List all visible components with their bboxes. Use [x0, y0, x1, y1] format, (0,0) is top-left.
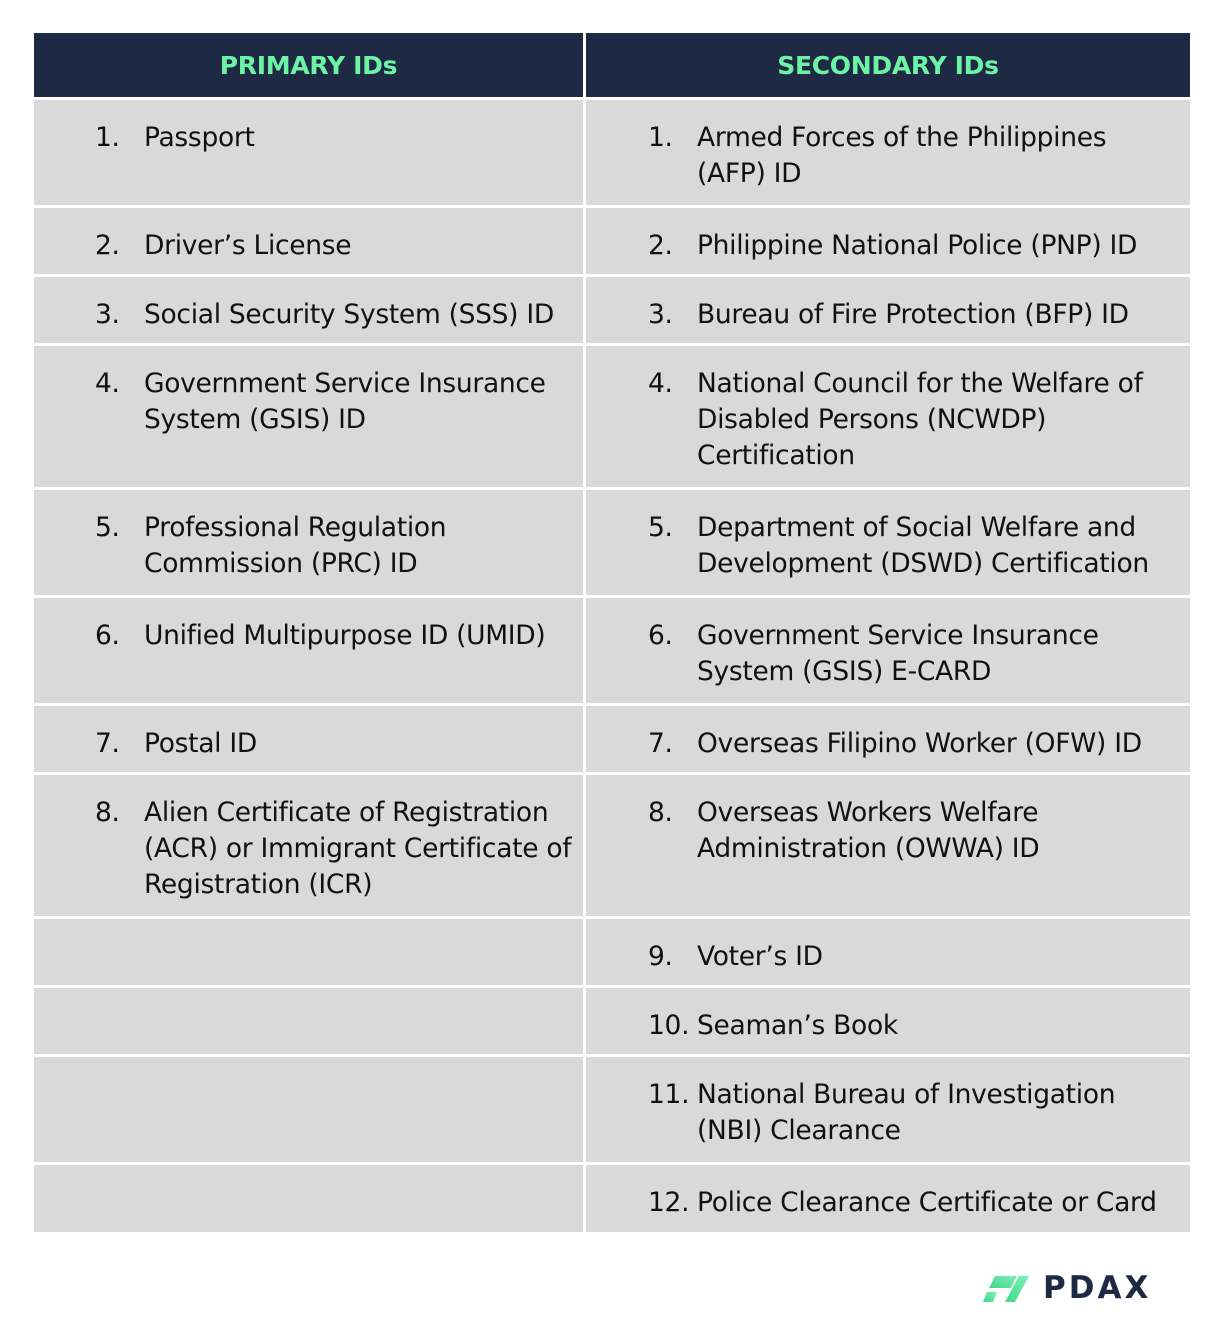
primary-cell	[34, 775, 583, 916]
primary-id-name: Driver’s License	[144, 230, 352, 261]
secondary-id-name: Government Service Insurance System (GSIS) E-CARD	[697, 620, 1099, 687]
secondary-cell	[586, 277, 1190, 343]
item-number: 4.	[95, 368, 120, 399]
item-number: 10.	[648, 1010, 690, 1041]
primary-id-name: Alien Certificate of Registration (ACR) or Immigrant Certificate of Registration (ICR)	[144, 797, 572, 900]
table-header-row	[34, 33, 1190, 100]
table-row	[34, 208, 1190, 277]
primary-id-name: Government Service Insurance System (GSIS) ID	[144, 368, 546, 435]
item-number: 7.	[95, 728, 120, 759]
secondary-cell	[586, 1165, 1190, 1232]
primary-cell	[34, 598, 583, 703]
secondary-id-name: National Bureau of Investigation (NBI) Clearance	[697, 1079, 1116, 1146]
secondary-cell	[586, 490, 1190, 595]
table-row	[34, 490, 1190, 598]
item-number: 3.	[648, 299, 673, 330]
secondary-cell	[586, 775, 1190, 916]
secondary-id-name: Overseas Filipino Worker (OFW) ID	[697, 728, 1142, 759]
primary-cell	[34, 208, 583, 274]
secondary-cell	[586, 598, 1190, 703]
primary-cell-empty	[34, 1057, 583, 1162]
item-number: 8.	[95, 797, 120, 828]
item-number: 1.	[95, 122, 120, 153]
secondary-id-name: Overseas Workers Welfare Administration (OWWA) ID	[697, 797, 1040, 864]
item-number: 6.	[648, 620, 673, 651]
table-row	[34, 277, 1190, 346]
secondary-header-cell	[586, 33, 1190, 97]
primary-cell-empty	[34, 919, 583, 985]
item-number: 7.	[648, 728, 673, 759]
primary-cell	[34, 706, 583, 772]
primary-id-name: Professional Regulation Commission (PRC) ID	[144, 512, 447, 579]
primary-cell	[34, 346, 583, 487]
pdax-logo-text: PDAX	[1043, 1270, 1152, 1306]
item-number: 3.	[95, 299, 120, 330]
table-row	[34, 346, 1190, 490]
secondary-cell	[586, 988, 1190, 1054]
pdax-logo	[981, 1270, 1151, 1306]
primary-cell	[34, 100, 583, 205]
table-row	[34, 1165, 1190, 1232]
primary-cell	[34, 490, 583, 595]
table-row	[34, 919, 1190, 988]
secondary-cell	[586, 1057, 1190, 1162]
primary-cell-empty	[34, 988, 583, 1054]
secondary-cell	[586, 346, 1190, 487]
primary-id-name: Social Security System (SSS) ID	[144, 299, 554, 330]
table-row	[34, 988, 1190, 1057]
table-row	[34, 1057, 1190, 1165]
table-row	[34, 706, 1190, 775]
table-row	[34, 598, 1190, 706]
secondary-id-name: Department of Social Welfare and Development (DSWD) Certification	[697, 512, 1149, 579]
secondary-id-name: Bureau of Fire Protection (BFP) ID	[697, 299, 1129, 330]
primary-ids-heading: PRIMARY IDs	[219, 50, 398, 80]
secondary-id-name: National Council for the Welfare of Disabled Persons (NCWDP) Certification	[697, 368, 1143, 471]
primary-id-name: Passport	[144, 122, 255, 153]
secondary-ids-heading: SECONDARY IDs	[777, 50, 999, 80]
item-number: 5.	[95, 512, 120, 543]
item-number: 11.	[648, 1079, 690, 1110]
primary-cell-empty	[34, 1165, 583, 1232]
secondary-id-name: Voter’s ID	[697, 941, 823, 972]
item-number: 2.	[95, 230, 120, 261]
item-number: 9.	[648, 941, 673, 972]
secondary-id-name: Police Clearance Certificate or Card	[697, 1187, 1157, 1218]
secondary-id-name: Seaman’s Book	[697, 1010, 898, 1041]
primary-id-name: Unified Multipurpose ID (UMID)	[144, 620, 546, 651]
primary-header-cell	[34, 33, 583, 97]
secondary-cell	[586, 208, 1190, 274]
item-number: 4.	[648, 368, 673, 399]
item-number: 2.	[648, 230, 673, 261]
secondary-id-name: Armed Forces of the Philippines (AFP) ID	[697, 122, 1107, 189]
secondary-cell	[586, 100, 1190, 205]
primary-id-name: Postal ID	[144, 728, 257, 759]
id-table	[34, 33, 1190, 1232]
secondary-cell	[586, 919, 1190, 985]
item-number: 6.	[95, 620, 120, 651]
primary-cell	[34, 277, 583, 343]
item-number: 5.	[648, 512, 673, 543]
item-number: 12.	[648, 1187, 690, 1218]
item-number: 1.	[648, 122, 673, 153]
item-number: 8.	[648, 797, 673, 828]
table-row	[34, 775, 1190, 919]
pdax-logo-mark-icon	[981, 1272, 1031, 1304]
secondary-cell	[586, 706, 1190, 772]
table-row	[34, 100, 1190, 208]
secondary-id-name: Philippine National Police (PNP) ID	[697, 230, 1138, 261]
